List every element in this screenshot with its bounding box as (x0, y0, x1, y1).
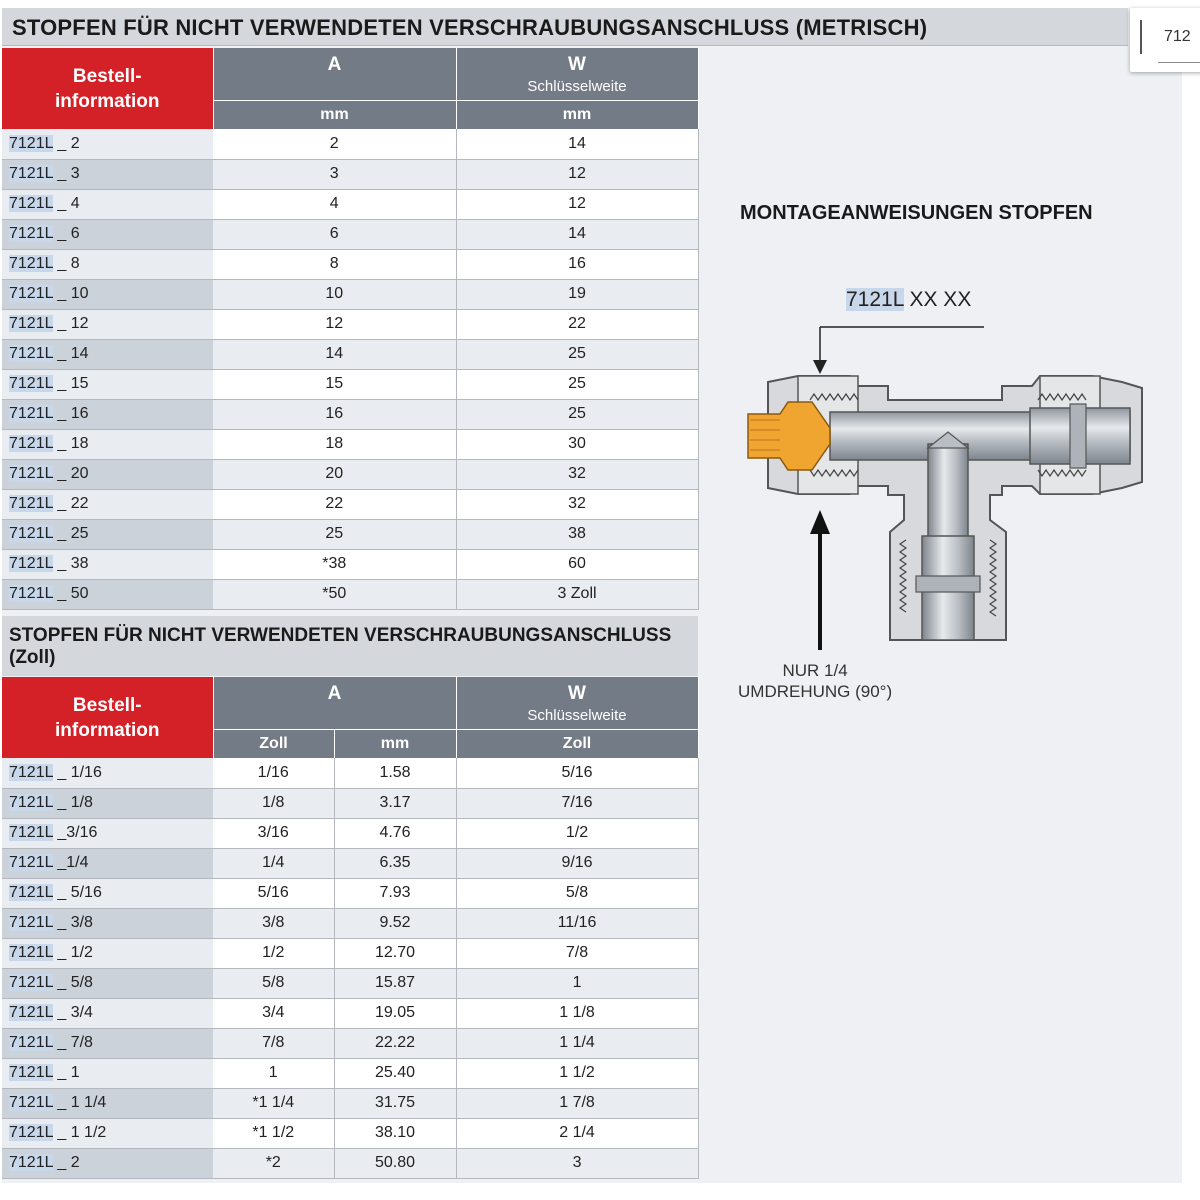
order-code-suffix: _ 1/16 (52, 763, 102, 781)
cell-w: 12 (456, 189, 698, 219)
leader-arrow-icon (813, 360, 827, 374)
order-code-prefix: 7121L (9, 854, 53, 871)
order-code-prefix: 7121L (9, 195, 53, 212)
cell-w: 9/16 (456, 848, 698, 878)
column-a-unit: mm (213, 100, 456, 129)
cell-a: 16 (213, 399, 456, 429)
right-ferrule (1070, 404, 1086, 468)
cell-a: 22 (213, 489, 456, 519)
column-w-header (456, 677, 698, 729)
table-row (2, 1028, 698, 1058)
order-code-cell (2, 878, 213, 908)
order-code-suffix: _ 16 (52, 405, 89, 422)
cell-w: 5/8 (456, 878, 698, 908)
cell-w: 3 Zoll (456, 579, 698, 609)
order-code-cell (2, 848, 213, 878)
column-w-unit: mm (456, 100, 698, 129)
cell-a-mm: 50.80 (334, 1148, 456, 1178)
cell-w: 1 1/2 (456, 1058, 698, 1088)
corner-popup-underline (1158, 62, 1200, 63)
cell-a-mm: 38.10 (334, 1118, 456, 1148)
order-info-header-line1: Bestell- (72, 65, 142, 87)
order-code-suffix: _ 6 (52, 225, 80, 242)
rotation-note-line2: UMDREHUNG (90°) (738, 682, 893, 701)
page-title: STOPFEN FÜR NICHT VERWENDETEN VERSCHRAUBUNGSANSCHLUSS (METRISCH) (2, 8, 1128, 46)
rotation-note (738, 660, 892, 702)
cell-a: 10 (213, 279, 456, 309)
order-code-cell (2, 549, 213, 579)
column-a-header: A (213, 48, 456, 100)
cell-a: *50 (213, 579, 456, 609)
order-code-suffix: _ 8 (52, 255, 80, 272)
cell-w: 16 (456, 249, 698, 279)
table-row (2, 579, 698, 609)
order-code-prefix: 7121L (9, 1094, 53, 1111)
assembly-instructions-title: MONTAGEANWEISUNGEN STOPFEN (740, 202, 1093, 224)
cell-a: 25 (213, 519, 456, 549)
order-code-prefix: 7121L (9, 315, 53, 332)
order-code-cell (2, 968, 213, 998)
order-code-prefix: 7121L (9, 1064, 53, 1081)
order-code-prefix: 7121L (9, 585, 53, 602)
corner-popup[interactable] (1130, 8, 1200, 72)
cell-w: 22 (456, 309, 698, 339)
metric-table-body (2, 129, 698, 609)
rotation-note-line1: NUR 1/4 (782, 661, 848, 680)
order-info-header (2, 48, 213, 129)
cell-w: 7/8 (456, 938, 698, 968)
cell-w: 60 (456, 549, 698, 579)
order-code-cell (2, 1058, 213, 1088)
order-code-cell (2, 129, 213, 159)
cell-w: 7/16 (456, 788, 698, 818)
order-code-suffix: _ 12 (52, 315, 89, 332)
cell-a-mm: 4.76 (334, 818, 456, 848)
table-row (2, 968, 698, 998)
order-code-prefix: 7121L (9, 165, 53, 182)
cell-a: 18 (213, 429, 456, 459)
cell-a-mm: 3.17 (334, 788, 456, 818)
order-code-prefix: 7121L (9, 405, 53, 422)
order-code-suffix: _ 2 (52, 134, 80, 152)
order-code-suffix: _1/4 (52, 854, 89, 871)
table-row (2, 878, 698, 908)
diagram-part-code-suffix: XX XX (903, 288, 972, 311)
table-row (2, 848, 698, 878)
order-code-prefix: 7121L (9, 974, 53, 991)
order-code-prefix: 7121L (9, 134, 53, 152)
table-row (2, 399, 698, 429)
cell-w: 19 (456, 279, 698, 309)
cell-a-inch: 1/4 (213, 848, 334, 878)
table-row (2, 1088, 698, 1118)
cell-w: 2 1/4 (456, 1118, 698, 1148)
column-w-sublabel: Schlüsselweite (527, 78, 627, 95)
cell-a: 14 (213, 339, 456, 369)
table-row (2, 1118, 698, 1148)
order-code-cell (2, 279, 213, 309)
order-code-suffix: _ 22 (52, 495, 89, 512)
order-code-prefix: 7121L (9, 1154, 53, 1171)
table-row (2, 818, 698, 848)
cell-w: 32 (456, 459, 698, 489)
cell-a: 8 (213, 249, 456, 279)
order-code-suffix: _ 3/8 (52, 914, 93, 931)
table-row (2, 219, 698, 249)
cell-a: 2 (213, 129, 456, 159)
plug-insert (748, 402, 830, 470)
cell-a-inch: 3/4 (213, 998, 334, 1028)
order-code-prefix: 7121L (9, 375, 53, 392)
cell-w: 30 (456, 429, 698, 459)
column-w-header (456, 48, 698, 100)
table-row (2, 519, 698, 549)
cell-w: 1 7/8 (456, 1088, 698, 1118)
order-code-suffix: _3/16 (52, 824, 98, 841)
cell-a: 4 (213, 189, 456, 219)
order-code-cell (2, 249, 213, 279)
cell-a: 20 (213, 459, 456, 489)
order-info-header (2, 677, 213, 758)
order-code-cell (2, 908, 213, 938)
order-code-suffix: _ 5/16 (52, 884, 102, 901)
column-w-label: W (568, 54, 586, 75)
column-w-unit: Zoll (456, 729, 698, 758)
order-code-suffix: _ 1 1/4 (52, 1094, 107, 1111)
table-row (2, 249, 698, 279)
table-row (2, 1148, 698, 1178)
order-code-cell (2, 339, 213, 369)
order-code-cell (2, 519, 213, 549)
order-info-header-line1: Bestell- (72, 694, 142, 716)
order-code-suffix: _ 2 (52, 1154, 80, 1171)
cell-a-mm: 9.52 (334, 908, 456, 938)
table-row (2, 429, 698, 459)
table-row (2, 938, 698, 968)
cell-a-mm: 12.70 (334, 938, 456, 968)
cell-a-inch: 1 (213, 1058, 334, 1088)
order-code-cell (2, 1118, 213, 1148)
cell-w: 12 (456, 159, 698, 189)
order-code-cell (2, 399, 213, 429)
cell-a-inch: 3/16 (213, 818, 334, 848)
cell-w: 32 (456, 489, 698, 519)
cell-a-mm: 6.35 (334, 848, 456, 878)
order-code-cell (2, 489, 213, 519)
cell-a-mm: 15.87 (334, 968, 456, 998)
order-code-prefix: 7121L (9, 1004, 53, 1021)
order-code-suffix: _ 15 (52, 375, 89, 392)
order-code-cell (2, 788, 213, 818)
table-row (2, 998, 698, 1028)
order-code-suffix: _ 1/8 (52, 794, 93, 811)
order-code-suffix: _ 1 (52, 1064, 80, 1081)
table-row (2, 339, 698, 369)
order-code-prefix: 7121L (9, 465, 53, 482)
cell-w: 5/16 (456, 758, 698, 788)
table-row (2, 309, 698, 339)
cell-w: 14 (456, 219, 698, 249)
table-row (2, 459, 698, 489)
order-code-suffix: _ 4 (52, 195, 80, 212)
cell-a-inch: 7/8 (213, 1028, 334, 1058)
cell-a-inch: *1 1/2 (213, 1118, 334, 1148)
inch-section-title-line2: (Zoll) (9, 647, 56, 668)
cell-w: 1 1/8 (456, 998, 698, 1028)
order-code-cell (2, 758, 213, 788)
order-code-prefix: 7121L (9, 1034, 53, 1051)
order-code-suffix: _ 7/8 (52, 1034, 93, 1051)
cell-a-inch: 5/16 (213, 878, 334, 908)
cell-a-inch: *2 (213, 1148, 334, 1178)
cell-a-mm: 7.93 (334, 878, 456, 908)
order-code-cell (2, 219, 213, 249)
order-code-suffix: _ 18 (52, 435, 89, 452)
order-code-cell (2, 189, 213, 219)
order-info-header-line2: information (55, 719, 160, 741)
cell-w: 11/16 (456, 908, 698, 938)
table-row (2, 758, 698, 788)
order-code-prefix: 7121L (9, 435, 53, 452)
cell-w: 25 (456, 399, 698, 429)
order-code-suffix: _ 1/2 (52, 944, 93, 961)
order-code-prefix: 7121L (9, 285, 53, 302)
diagram-part-code-prefix: 7121L (846, 288, 904, 311)
order-code-prefix: 7121L (9, 763, 53, 781)
table-row (2, 159, 698, 189)
order-code-cell (2, 938, 213, 968)
cell-a-inch: 1/8 (213, 788, 334, 818)
bottom-ferrule (916, 576, 980, 592)
table-row (2, 489, 698, 519)
order-code-prefix: 7121L (9, 555, 53, 572)
order-code-prefix: 7121L (9, 495, 53, 512)
cell-a-inch: *1 1/4 (213, 1088, 334, 1118)
inch-section-title-line1: STOPFEN FÜR NICHT VERWENDETEN VERSCHRAUBUNGSANSCHLUSS (9, 625, 672, 646)
table-row (2, 369, 698, 399)
order-code-prefix: 7121L (9, 1124, 53, 1141)
order-info-header-line2: information (55, 90, 160, 112)
table-row (2, 908, 698, 938)
order-code-cell (2, 1148, 213, 1178)
column-a-header: A (213, 677, 456, 729)
order-code-suffix: _ 10 (52, 285, 89, 302)
order-code-prefix: 7121L (9, 824, 53, 841)
order-code-suffix: _ 5/8 (52, 974, 93, 991)
cell-w: 38 (456, 519, 698, 549)
metric-table (2, 48, 699, 610)
order-code-cell (2, 459, 213, 489)
inch-section-title (2, 616, 698, 676)
cell-w: 14 (456, 129, 698, 159)
table-row (2, 279, 698, 309)
cell-a-inch: 5/8 (213, 968, 334, 998)
order-code-cell (2, 579, 213, 609)
order-code-cell (2, 309, 213, 339)
cell-a: 6 (213, 219, 456, 249)
order-code-suffix: _ 20 (52, 465, 89, 482)
cell-a-mm: 31.75 (334, 1088, 456, 1118)
order-code-suffix: _ 25 (52, 525, 89, 542)
cell-a-inch: 3/8 (213, 908, 334, 938)
cell-a: 12 (213, 309, 456, 339)
table-row (2, 1058, 698, 1088)
order-code-cell (2, 369, 213, 399)
order-code-cell (2, 818, 213, 848)
column-a-inch-unit: Zoll (213, 729, 334, 758)
order-code-cell (2, 998, 213, 1028)
cell-a-mm: 25.40 (334, 1058, 456, 1088)
order-code-suffix: _ 50 (52, 585, 89, 602)
cell-w: 1 (456, 968, 698, 998)
inch-table (2, 677, 699, 1179)
order-code-prefix: 7121L (9, 884, 53, 901)
cell-w: 25 (456, 369, 698, 399)
inch-table-body (2, 758, 698, 1178)
order-code-cell (2, 159, 213, 189)
tee-fitting-diagram (740, 320, 1150, 660)
order-code-prefix: 7121L (9, 345, 53, 362)
cell-a-mm: 1.58 (334, 758, 456, 788)
cell-a-mm: 22.22 (334, 1028, 456, 1058)
column-w-sublabel: Schlüsselweite (527, 707, 627, 724)
order-code-suffix: _ 14 (52, 345, 89, 362)
cell-w: 3 (456, 1148, 698, 1178)
order-code-cell (2, 1088, 213, 1118)
diagram-part-code (846, 288, 971, 312)
cell-w: 25 (456, 339, 698, 369)
table-row (2, 549, 698, 579)
order-code-prefix: 7121L (9, 914, 53, 931)
column-a-mm-unit: mm (334, 729, 456, 758)
order-code-cell (2, 1028, 213, 1058)
cell-a: *38 (213, 549, 456, 579)
cell-a-mm: 19.05 (334, 998, 456, 1028)
corner-popup-text: 712 (1164, 28, 1191, 45)
table-row (2, 129, 698, 159)
column-w-label: W (568, 683, 586, 704)
order-code-suffix: _ 3/4 (52, 1004, 93, 1021)
table-row (2, 189, 698, 219)
table-row (2, 788, 698, 818)
text-cursor-icon (1140, 20, 1142, 54)
order-code-cell (2, 429, 213, 459)
cell-a: 3 (213, 159, 456, 189)
cell-a-inch: 1/2 (213, 938, 334, 968)
order-code-prefix: 7121L (9, 225, 53, 242)
order-code-suffix: _ 1 1/2 (52, 1124, 107, 1141)
order-code-suffix: _ 38 (52, 555, 89, 572)
order-code-prefix: 7121L (9, 525, 53, 542)
order-code-prefix: 7121L (9, 255, 53, 272)
cell-a: 15 (213, 369, 456, 399)
cell-a-inch: 1/16 (213, 758, 334, 788)
order-code-suffix: _ 3 (52, 165, 80, 182)
rotation-arrow-icon (810, 510, 830, 534)
cell-w: 1 1/4 (456, 1028, 698, 1058)
cell-w: 1/2 (456, 818, 698, 848)
order-code-prefix: 7121L (9, 944, 53, 961)
order-code-prefix: 7121L (9, 794, 53, 811)
